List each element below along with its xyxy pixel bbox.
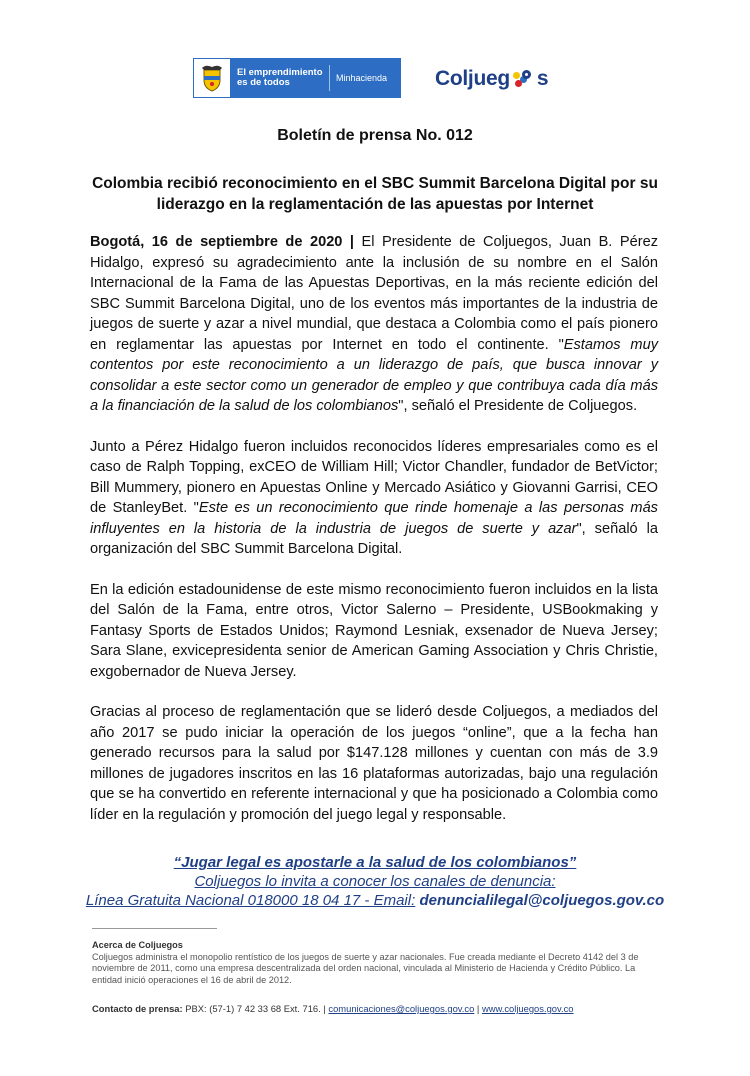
government-slogan: El emprendimiento es de todos [237,67,323,88]
coljuegos-logo [435,67,548,91]
header [0,58,750,102]
brand-name-end: s [536,67,549,90]
ministry-label: Minhacienda [336,73,388,83]
brand-name: Coljueg [435,67,510,90]
brand-dots-icon [511,70,537,88]
quote: Estamos muy contentos por este reconocimiento a un liderazgo de país, que busca innovar y consolidar a este sector como un generador de empleo y que contribuya cada día más a la financiación de la salud de los colombianos [90,336,658,414]
bulletin-title: Boletín de prensa No. 012 [277,127,473,144]
divider [329,65,330,91]
about-section [92,940,657,986]
about-title: Acerca de Coljuegos [92,940,183,950]
article-body [90,232,658,845]
paragraph-text: El Presidente de Coljuegos, Juan B. Pérez Hidalgo, expresó su agradecimiento ante la inclusión de su nombre en el Salón Internacional de la Fama de las Apuestas Deportivas, en la más reciente edición del SBC Summit Barcelona Digital, uno de los eventos más importantes de la industria de juegos de suerte y azar a nivel mundial, que destaca a Colombia como el país pionero en reglamentar las apuestas por Internet en todo el continente. " [90,234,658,353]
paragraph-text: ", señaló la organización del SBC Summit Barcelona Digital. [90,520,658,557]
contact-phone: PBX: (57-1) 7 42 33 68 Ext. 716. [182,1003,321,1014]
contact-label: Contacto de prensa: [92,1003,183,1014]
quote: Este es un reconocimiento que rinde homenaje a las personas más influyentes en la historia de la industria de juegos de suerte y azar [90,500,658,537]
paragraph-text: ", señaló el Presidente de Coljuegos. [398,398,638,414]
divider [92,928,217,929]
slogan-line: “Jugar legal es apostarle a la salud de los colombianos” [173,854,577,871]
dateline: Bogotá, 16 de septiembre de 2020 | [90,234,355,250]
government-logo [193,58,401,98]
paragraph-text: Junto a Pérez Hidalgo fueron incluidos reconocidos líderes empresariales como es el caso de Ralph Topping, exCEO de William Hill; Victor Chandler, fundador de BetVictor; Bill Mummery, pionero en Apuestas Online y Mercado Asiático y Giovanni Garrisi, CEO de StanleyBet. " [90,438,658,516]
headline: Colombia recibió reconocimiento en el SBC Summit Barcelona Digital por su liderazgo en la reglamentación de las apuestas por Internet [92,175,658,213]
paragraph-3: En la edición estadounidense de este mismo reconocimiento fueron incluidos en la lista del Salón de la Fama, entre otros, Victor Salerno – Presidente, USBookmaking y Fantasy Sports de Estados Unidos; Raymond Lesniak, exsenador de Nueva Jersey; Sara Slane, exvicepresidenta senior de American Gaming Association y Chris Christie, exgobernador de Nueva Jersey. [90,581,658,680]
separator: | [474,1003,482,1014]
website-link[interactable]: www.coljuegos.gov.co [481,1003,574,1014]
campaign-slogan [80,853,670,910]
coat-of-arms-icon [193,58,231,98]
invitation-line: Coljuegos lo invita a conocer los canales de denuncia: [194,873,556,890]
press-email-link[interactable]: comunicaciones@coljuegos.gov.co [328,1003,475,1014]
paragraph-2 [90,437,658,560]
paragraph-1 [90,232,658,417]
about-text: Coljuegos administra el monopolio rentístico de los juegos de suerte y azar nacionales. Fue creada mediante el Decreto 4142 del 3 de noviembre de 2011, como una empresa descentralizada del orden nacional, vinculada al Ministerio de Hacienda y Crédito Público. La entidad inició operaciones el 16 de abril de 2012. [92,951,639,985]
paragraph-4: Gracias al proceso de reglamentación que se lideró desde Coljuegos, a mediados del año 2017 se pudo iniciar la operación de los juegos “online”, que a la fecha han generado recursos para la salud por $147.128 millones y cuentan con más de 3.9 millones de jugadores inscritos en las 16 plataformas autorizadas, bajo una regulación que se ha convertido en referente internacional y que ha posicionado a Colombia como líder en la regulación y promoción del juego legal y responsable. [90,704,658,823]
press-contact [92,1003,662,1014]
report-email-link[interactable]: denuncialilegal@coljuegos.gov.co [419,892,665,909]
separator: | [320,1003,329,1014]
hotline-line: Línea Gratuita Nacional 018000 18 04 17 - Email: [85,892,416,909]
